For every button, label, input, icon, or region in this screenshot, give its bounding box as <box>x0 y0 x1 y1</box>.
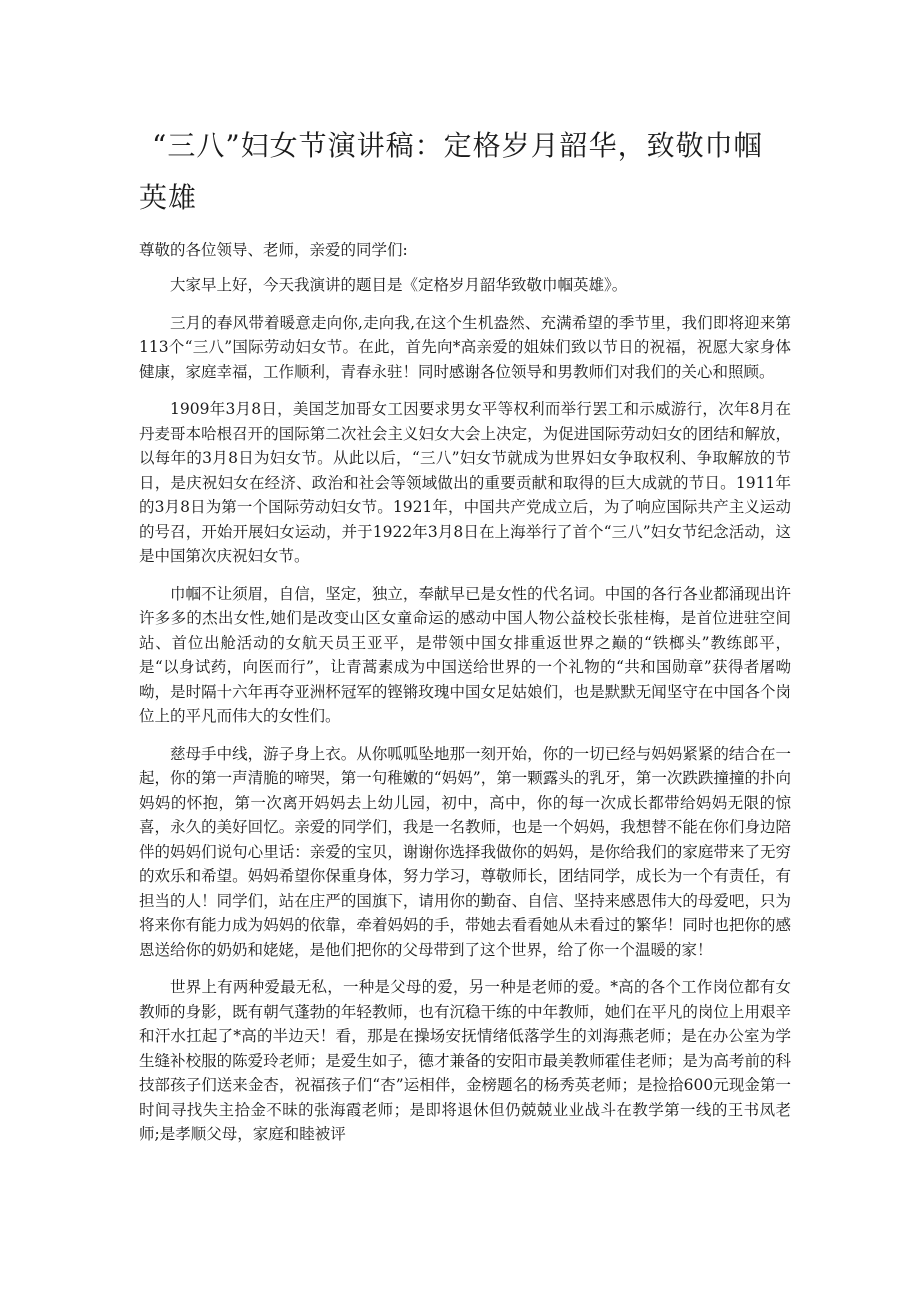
paragraph-female-teachers: 世界上有两种爱最无私，一种是父母的爱，另一种是老师的爱。*高的各个工作岗位都有女教师的身影，既有朝气蓬勃的年轻教师，也有沉稳干练的中年教师，她们在平凡的岗位上用艰辛和汗水扛起了*高的半边天！看，那是在操场安抚情绪低落学生的刘海燕老师；是在办公室为学生缝补校服的陈爱玲老师；是爱生如子，德才兼备的安阳市最美教师霍佳老师；是为高考前的科技部孩子们送来金杏，祝福孩子们“杏”运相伴，金榜题名的杨秀英老师；是捡拾600元现金第一时间寻找失主拾金不昧的张海霞老师；是即将退休但仍兢兢业业战斗在教学第一线的王书凤老师;是孝顺父母，家庭和睦被评 <box>139 978 791 1143</box>
paragraph-outstanding-women: 巾帼不让须眉，自信，坚定，独立，奉献早已是女性的代名词。中国的各行各业都涌现出许许多多的杰出女性,她们是改变山区女童命运的感动中国人物公益校长张桂梅，是首位进驻空间站、首位出舱活动的女航天员王亚平，是带领中国女排重返世界之巅的“铁榔头”教练郎平，是“以身试药，向医而行”，让青蒿素成为中国送给世界的一个礼物的“共和国勋章”获得者屠呦呦，是时隔十六年再夺亚洲杯冠军的铿锵玫瑰中国女足姑娘们，也是默默无闻坚守在中国各个岗位上的平凡而伟大的女性们。 <box>139 584 791 725</box>
paragraph-mothers-love: 慈母手中线，游子身上衣。从你呱呱坠地那一刻开始，你的一切已经与妈妈紧紧的结合在一起，你的第一声清脆的啼哭，第一句稚嫩的“妈妈”，第一颗露头的乳牙，第一次跌跌撞撞的扑向妈妈的怀抱，第一次离开妈妈去上幼儿园，初中，高中，你的每一次成长都带给妈妈无限的惊喜，永久的美好回忆。亲爱的同学们，我是一名教师，也是一个妈妈，我想替不能在你们身边陪伴的妈妈们说句心里话：亲爱的宝贝，谢谢你选择我做你的妈妈，是你给我们的家庭带来了无穷的欢乐和希望。妈妈希望你保重身体，努力学习，尊敬师长，团结同学，成长为一个有责任，有担当的人！同学们，站在庄严的国旗下，请用你的勤奋、自信、坚持来感恩伟大的母爱吧，只为将来你有能力成为妈妈的依靠，牵着妈妈的手，带她去看看她从未看过的繁华！同时也把你的感恩送给你的奶奶和姥姥，是他们把你的父母带到了这个世界，给了你一个温暖的家！ <box>139 744 791 959</box>
paragraph-spring-greeting: 三月的春风带着暖意走向你,走向我,在这个生机盎然、充满希望的季节里，我们即将迎来第113个“三八”国际劳动妇女节。在此，首先向*高亲爱的姐妹们致以节日的祝福，祝愿大家身体健康，家庭幸福，工作顺利，青春永驻！同时感谢各位领导和男教师们对我们的关心和照顾。 <box>139 313 791 381</box>
paragraph-history: 1909年3月8日，美国芝加哥女工因要求男女平等权利而举行罢工和示威游行，次年8月在丹麦哥本哈根召开的国际第二次社会主义妇女大会上决定，为促进国际劳动妇女的团结和解放，以每年的3月8日为妇女节。从此以后，“三八”妇女节就成为世界妇女争取权利、争取解放的节日，是庆祝妇女在经济、政治和社会等领域做出的重要贡献和取得的巨大成就的节日。1911年的3月8日为第一个国际劳动妇女节。1921年，中国共产党成立后，为了响应国际共产主义运动的号召，开始开展妇女运动，并于1922年3月8日在上海举行了首个“三八”妇女节纪念活动，这是中国第次庆祝妇女节。 <box>139 400 791 565</box>
document-title: “三八”妇女节演讲稿：定格岁月韶华，致敬巾帼英雄 <box>139 129 763 214</box>
salutation: 尊敬的各位领导、老师，亲爱的同学们: <box>139 241 408 259</box>
paragraph-opening: 大家早上好，今天我演讲的题目是《定格岁月韶华致敬巾帼英雄》。 <box>170 276 628 294</box>
document-page <box>139 120 791 1160</box>
